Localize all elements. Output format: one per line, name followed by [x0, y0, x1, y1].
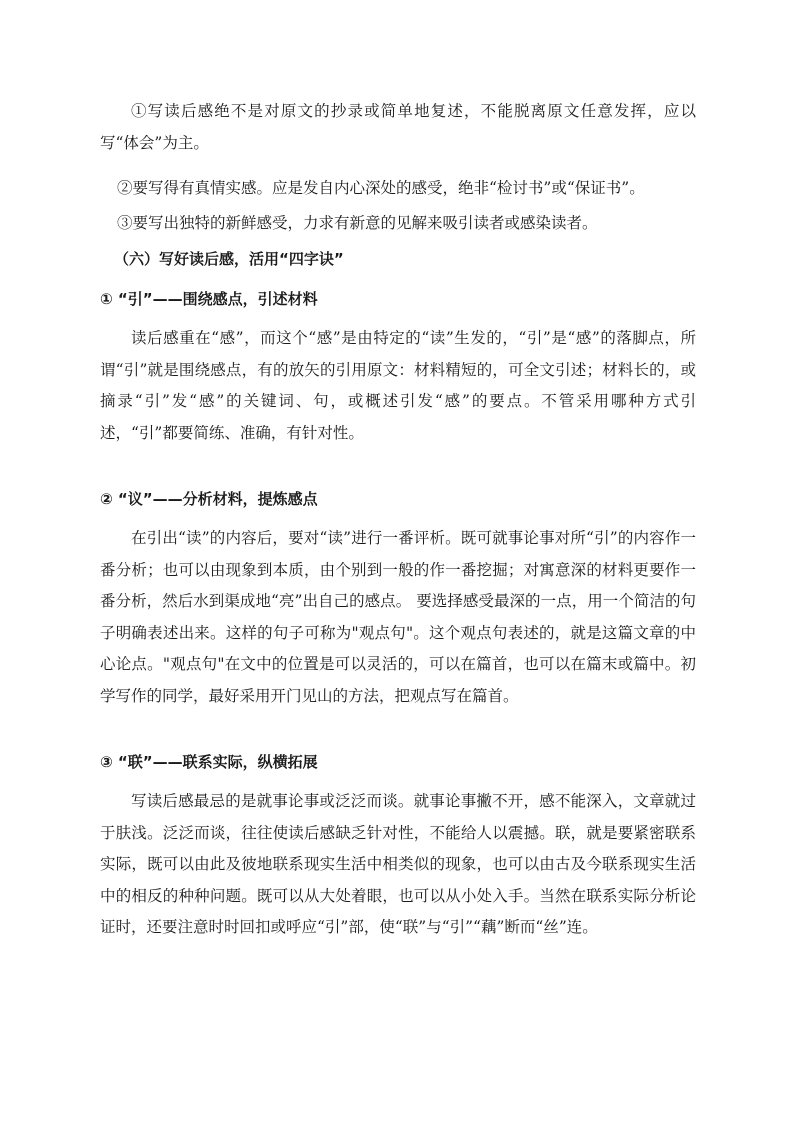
paragraph-point-2: ②要写得有真情实感。应是发自内心深处的感受，绝非“检讨书”或“保证书”。 [117, 179, 645, 197]
section-heading: （六）写好读后感，活用“四字诀” [114, 250, 344, 268]
paragraph-point-3: ③要写出独特的新鲜感受，力求有新意的见解来吸引读者或感染读者。 [117, 214, 598, 232]
paragraph-lian: 写读后感最忌的是就事论事或泛泛而谈。就事论事撇不开，感不能深入，文章就过于肤浅。泛泛而谈，往往使读后感缺乏针对性，不能给人以震撼。联，就是要紧密联系实际，既可以由此及彼地联系现实生活中相类似的现象，也可以由古及今联系现实生活中的相反的种种问题。既可以从大处着眼，也可以从小处入手。当然在联系实际分析论证时，还要注意时时回扣或呼应“引”部，使“联”与“引”“藕”断而“丝”连。 [100, 792, 696, 936]
paragraph-yin: 读后感重在“感”，而这个“感”是由特定的“读”生发的，“引”是“感”的落脚点，所谓“引”就是围绕感点，有的放矢的引用原文：材料精短的，可全文引述；材料长的，或摘录“引”发“感”的关键词、句，或概述引发“感”的要点。不管采用哪种方式引述，“引”都要简练、准确，有针对性。 [100, 329, 696, 442]
paragraph-point-1: ①写读后感绝不是对原文的抄录或简单地复述，不能脱离原文任意发挥，应以写“体会”为主。 [100, 102, 696, 152]
heading-yi: ② “议”——分析材料，提炼感点 [100, 490, 318, 508]
heading-lian: ③ “联”——联系实际，纵横拓展 [100, 753, 318, 771]
paragraph-yi: 在引出“读”的内容后，要对“读”进行一番评析。既可就事论事对所“引”的内容作一番分析；也可以由现象到本质，由个别到一般的作一番挖掘；对寓意深的材料更要作一番分析，然后水到渠成地“亮”出自己的感点。 要选择感受最深的一点，用一个简洁的句子明确表述出来。这样的句子可称为"观点句"。这个观点句表述的，就是这篇文章的中心论点。"观点句"在文中的位置是可以灵活的，可以在篇首，也可以在篇末或篇中。初学写作的同学，最好采用开门见山的方法，把观点写在篇首。 [100, 529, 696, 705]
heading-yin: ① “引”——围绕感点，引述材料 [100, 290, 318, 308]
